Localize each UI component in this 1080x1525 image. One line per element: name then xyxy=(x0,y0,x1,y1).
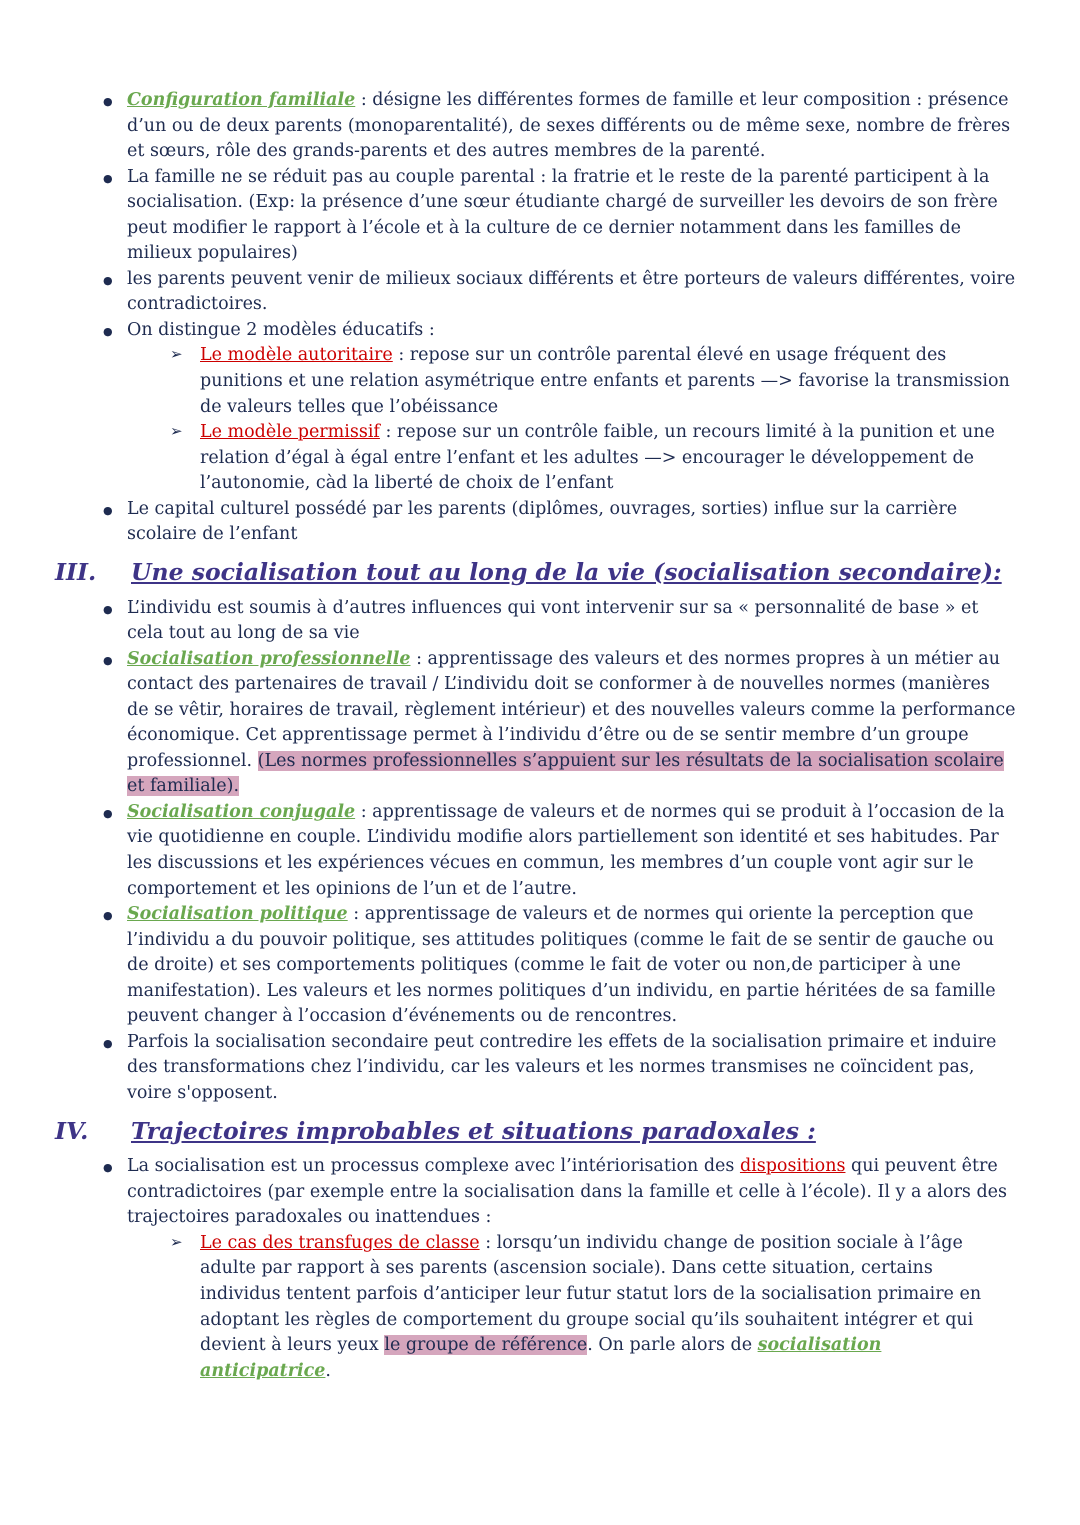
arrow-marker: ➢ xyxy=(170,422,183,441)
item-text xyxy=(127,1030,1016,1107)
bullet-marker: ● xyxy=(103,653,113,667)
item-text xyxy=(127,88,1016,165)
bullet-marker: ● xyxy=(103,1036,113,1050)
item-text xyxy=(127,267,1016,318)
green-term: socialisation anticipatrice xyxy=(200,1335,882,1381)
item-text xyxy=(200,420,1016,497)
text-run: La socialisation est un processus complexe avec l’intériorisation des xyxy=(127,1156,740,1177)
text-run: : repose sur un contrôle faible, un recours limité à la punition et une relation d’égal à égal entre l’enfant et les adultes —> encourager le développement de l’autonomie, càd la liberté de choix de l’enfant xyxy=(200,422,995,494)
bullet-marker: ● xyxy=(103,602,113,616)
text-run: La famille ne se réduit pas au couple parental : la fratrie et le reste de la parenté participent à la socialisation. (Exp: la présence d’une sœur étudiante chargé de surveiller les devoirs de son frère peut modifier le rapport à l’école et à la culture de ce dernier notamment dans les familles de milieux populaires) xyxy=(127,166,998,264)
item-text xyxy=(200,1231,1016,1384)
bullet-item xyxy=(103,647,1016,800)
bullet-marker: ● xyxy=(103,273,113,287)
bullet-marker: ● xyxy=(103,806,113,820)
item-text xyxy=(127,1154,1016,1231)
red-term: Le modèle autoritaire xyxy=(200,345,393,366)
bullet-item xyxy=(103,902,1016,1030)
bullet-marker: ● xyxy=(103,171,113,185)
arrow-marker: ➢ xyxy=(170,345,183,364)
bullet-item xyxy=(103,267,1016,318)
green-term: Socialisation politique xyxy=(127,904,348,925)
red-term: dispositions xyxy=(739,1156,846,1177)
item-text xyxy=(127,596,1016,647)
item-text xyxy=(127,165,1016,267)
text-run: Le capital culturel possédé par les parents (diplômes, ouvrages, sorties) influe sur la carrière scolaire de l’enfant xyxy=(127,498,958,545)
bullet-marker: ● xyxy=(103,95,113,108)
bullet-item xyxy=(103,165,1016,267)
bullet-marker: ● xyxy=(103,909,113,923)
green-term: Configuration familiale xyxy=(127,90,356,110)
sub-bullet-item xyxy=(170,1231,1016,1384)
section-title: Trajectoires improbables et situations paradoxales : xyxy=(131,1116,816,1145)
bullet-item xyxy=(103,596,1016,647)
text-run: . On parle alors de xyxy=(587,1335,758,1356)
bullet-item xyxy=(103,1030,1016,1107)
text-run: : lorsqu’un individu change de position sociale à l’âge adulte par rapport à ses parents (ascension sociale). Dans cette situation, certains individus tentent parfois d’anticiper leur futur statut lors de la socialisation primaire en adoptant les règles de comportement du groupe social qu’ils souhaitent intégrer et qui devient à leurs yeux xyxy=(200,1232,982,1356)
highlight-term: (Les normes professionnelles s’appuient sur les résultats de la socialisation scolaire et familiale). xyxy=(127,750,1004,797)
text-run: L’individu est soumis à d’autres influences qui vont intervenir sur sa « personnalité de base » et cela tout au long de sa vie xyxy=(127,597,979,644)
bullet-marker: ● xyxy=(103,324,113,338)
text-run: : apprentissage de valeurs et de normes qui se produit à l’occasion de la vie quotidienne en couple. L’individu modifie alors partiellement son identité et ses habitudes. Par les discussions et les expériences vécues en commun, les membres d’un couple vont agir sur le comportement et les opinions de l’un et de l’autre. xyxy=(127,801,1005,899)
bullet-marker: ● xyxy=(103,1161,113,1175)
red-term: Le cas des transfuges de classe xyxy=(200,1232,480,1253)
item-text xyxy=(127,497,1016,548)
sub-bullet-item xyxy=(170,420,1016,497)
text-run: qui peuvent être contradictoires (par exemple entre la socialisation dans la famille et celle à l’école). Il y a alors des trajectoires paradoxales ou inattendues : xyxy=(127,1156,1008,1228)
arrow-marker: ➢ xyxy=(170,1232,183,1251)
text-run: : apprentissage de valeurs et de normes qui oriente la perception que l’individu a du pouvoir politique, ses attitudes politiques (comme le fait de se sentir de gauche ou de droite) et ses comportements politiques (comme le fait de voter ou non,de participer à une manifestation). Les valeurs et les normes politiques d’un individu, en partie héritées de sa famille peuvent changer à l’occasion d’événements ou de rencontres. xyxy=(127,904,996,1027)
item-text xyxy=(127,800,1016,902)
bullet-item xyxy=(103,88,1016,165)
text-run: : désigne les différentes formes de famille et leur composition : présence d’un ou de deux parents (monoparentalité), de sexes différents ou de même sexe, nombre de frères et sœurs, rôle des grands-parents et des autres membres de la parenté. xyxy=(127,90,1011,162)
bullet-item xyxy=(103,497,1016,548)
text-run: On distingue 2 modèles éducatifs : xyxy=(127,319,435,340)
green-term: Socialisation professionnelle xyxy=(127,648,411,669)
sub-bullet-item xyxy=(170,343,1016,420)
text-run: . xyxy=(325,1360,331,1381)
section-heading xyxy=(55,557,1016,589)
document-content xyxy=(55,88,1016,1384)
section-number: III. xyxy=(55,557,97,586)
bullet-item xyxy=(103,318,1016,344)
bullet-item xyxy=(103,1154,1016,1231)
text-run: : repose sur un contrôle parental élevé en usage fréquent des punitions et une relation asymétrique entre enfants et parents —> favorise la transmission de valeurs telles que l’obéissance xyxy=(200,345,1010,417)
bullet-item xyxy=(103,800,1016,902)
bullet-marker: ● xyxy=(103,503,113,517)
text-run: les parents peuvent venir de milieux sociaux différents et être porteurs de valeurs différentes, voire contradictoires. xyxy=(127,268,1016,315)
section-title: Une socialisation tout au long de la vie (socialisation secondaire): xyxy=(131,557,1002,586)
item-text xyxy=(200,343,1016,420)
text-run: Parfois la socialisation secondaire peut contredire les effets de la socialisation primaire et induire des transformations chez l’individu, car les valeurs et les normes transmises ne coïncident pas, voire s'opposent. xyxy=(127,1031,997,1103)
section-heading xyxy=(55,1116,1016,1148)
item-text xyxy=(127,647,1016,800)
item-text xyxy=(127,318,1016,344)
item-text xyxy=(127,902,1016,1030)
highlight-term: le groupe de référence xyxy=(384,1335,588,1356)
green-term: Socialisation conjugale xyxy=(127,801,356,822)
section-number: IV. xyxy=(55,1116,89,1145)
red-term: Le modèle permissif xyxy=(200,422,380,443)
text-run: : apprentissage des valeurs et des normes propres à un métier au contact des partenaires de travail / L’individu doit se conformer à de nouvelles normes (manières de se vêtir, horaires de travail, règlement intérieur) et des nouvelles valeurs comme la performance économique. Cet apprentissage permet à l’individu d’être ou de se sentir membre d’un groupe professionnel. xyxy=(127,648,1016,771)
